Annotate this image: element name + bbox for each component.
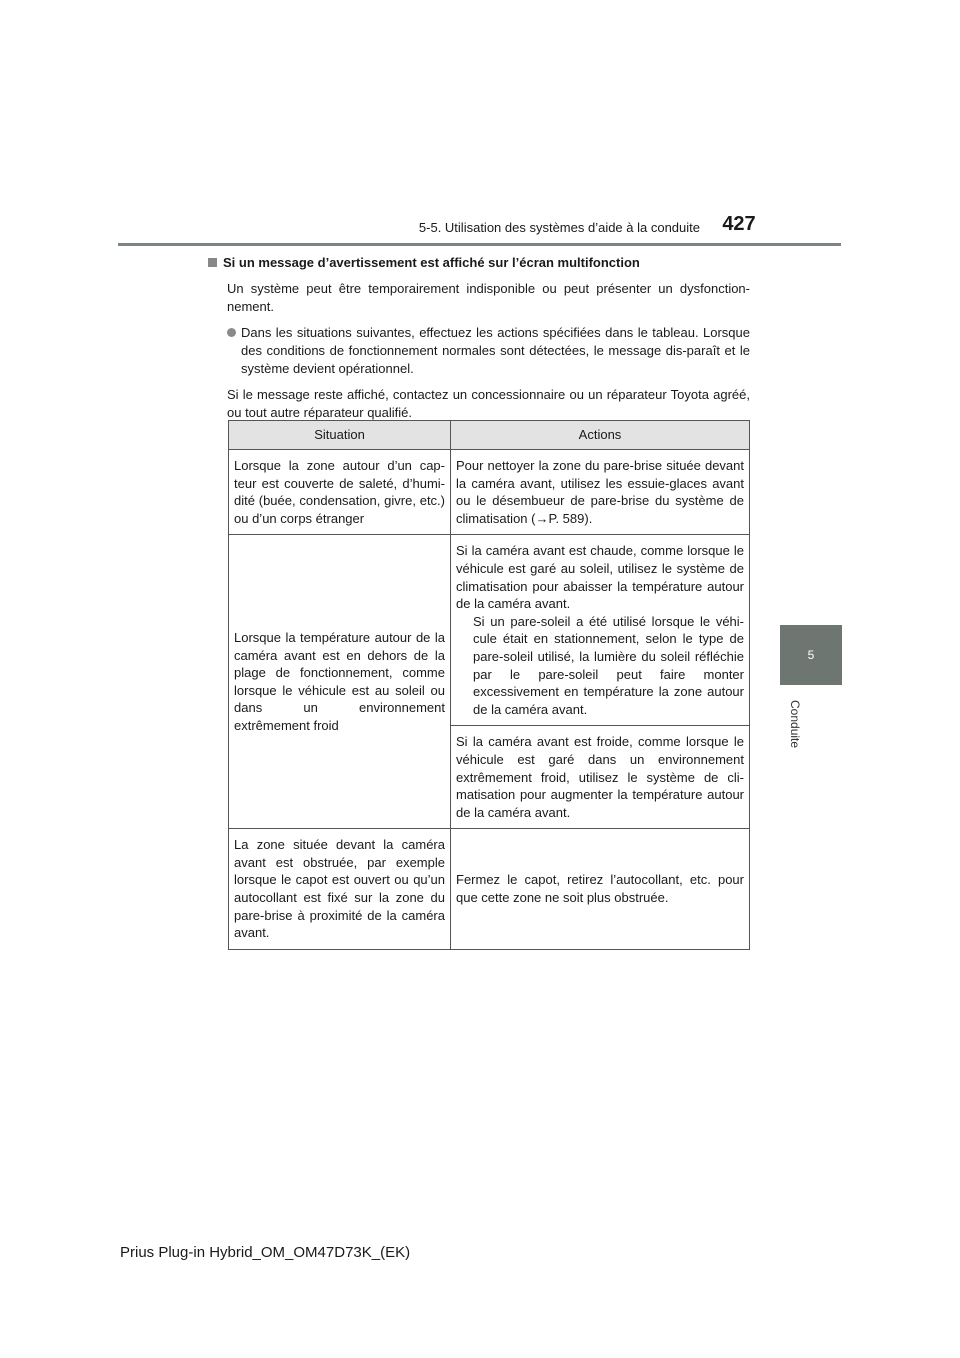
table-row xyxy=(229,450,750,535)
header-situation: Situation xyxy=(229,421,451,450)
header-actions: Actions xyxy=(451,421,750,450)
header-divider xyxy=(118,243,841,246)
table-header-row xyxy=(229,421,750,450)
section-heading-text: Si un message d’avertissement est affiché sur l’écran multifonction xyxy=(223,255,640,270)
intro-paragraph: Un système peut être temporairement indisponible ou peut présenter un dysfonction-nement. xyxy=(227,281,750,314)
page-number: 427 xyxy=(722,213,756,235)
outro-paragraph: Si le message reste affiché, contactez un concessionnaire ou un réparateur Toyota agréé, ou tout autre réparateur qualifié. xyxy=(227,387,750,420)
chapter-tab xyxy=(780,625,842,685)
action-cell xyxy=(451,535,750,726)
document-id: Prius Plug-in Hybrid_OM_OM47D73K_(EK) xyxy=(120,1244,411,1261)
actions-table xyxy=(228,420,750,950)
bullet-text: Dans les situations suivantes, effectuez les actions spécifiées dans le tableau. Lorsque des conditions de fonctionnement normales sont détectées, le message dis-paraît et le système devient opérationnel. xyxy=(241,325,750,376)
action-cell: Si la caméra avant est froide, comme lorsque le véhicule est garé dans un environnement extrêmement froid, utilisez le système de cli-matisation pour augmenter la température autour de la caméra avant. xyxy=(451,726,750,829)
circle-bullet-icon xyxy=(227,328,236,337)
section-heading xyxy=(208,254,750,272)
chapter-number: 5 xyxy=(807,648,815,662)
situation-cell: Lorsque la température autour de la caméra avant est en dehors de la plage de fonctionnement, comme lorsque le véhicule est au soleil ou dans un environnement extrêmement froid xyxy=(229,535,451,829)
action-hot-note: Si un pare-soleil a été utilisé lorsque le véhi-cule était en stationnement, selon le type de pare-soleil utilisé, la lumière du soleil réfléchie par le pare-soleil peut faire monter excessivement en température la zone autour de la caméra avant. xyxy=(473,613,744,717)
bullet-item xyxy=(227,324,750,378)
situation-cell: La zone située devant la caméra avant est obstruée, par exemple lorsque le capot est ouvert ou qu’un autocollant est fixé sur la zone du pare-brise à proximité de la caméra avant. xyxy=(229,829,451,950)
situation-cell: Lorsque la zone autour d’un cap-teur est couverte de saleté, d’humi-dité (buée, condensation, givre, etc.) ou d’un corps étranger xyxy=(229,450,451,535)
square-bullet-icon xyxy=(208,258,217,267)
action-hot-text: Si la caméra avant est chaude, comme lorsque le véhicule est garé au soleil, utilisez le système de climatisation pour abaisser la température autour de la caméra avant. xyxy=(456,543,744,612)
content xyxy=(208,254,750,430)
chapter-title: Conduite xyxy=(788,700,802,749)
table-row xyxy=(229,829,750,950)
table-row xyxy=(229,535,750,726)
action-cell: Pour nettoyer la zone du pare-brise située devant la caméra avant, utilisez les essuie-glaces avant ou le désembueur de pare-brise du système de climatisation (→P. 589). xyxy=(451,450,750,535)
section-title: 5-5. Utilisation des systèmes d’aide à la conduite xyxy=(418,220,700,235)
action-cell: Fermez le capot, retirez l’autocollant, etc. pour que cette zone ne soit plus obstruée. xyxy=(451,829,750,950)
